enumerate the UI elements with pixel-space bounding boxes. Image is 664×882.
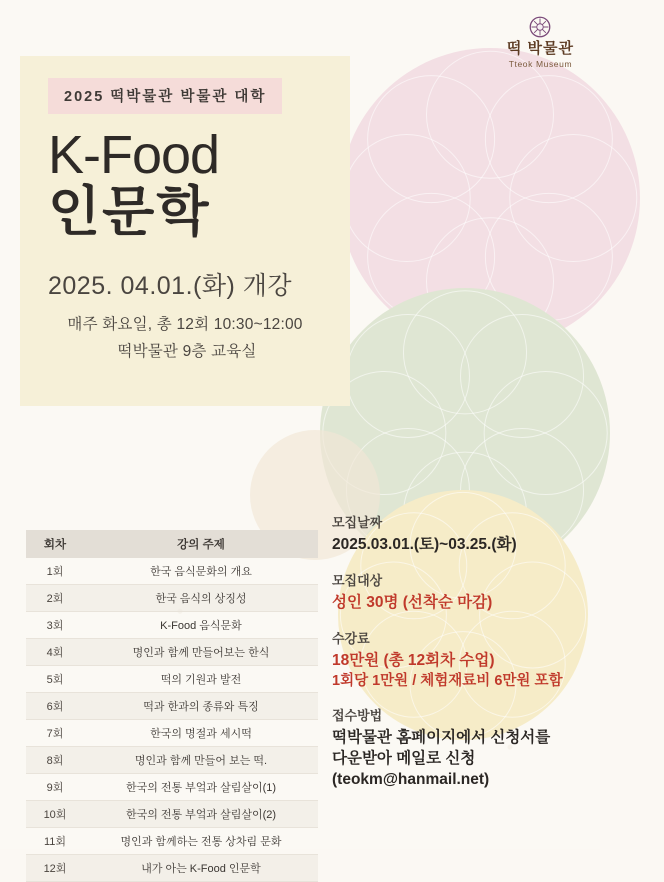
hero-card [20, 56, 350, 406]
value-fee-detail: 1회당 1만원 / 체험재료비 6만원 포함 [332, 672, 563, 689]
label-apply: 접수방법 [332, 708, 383, 724]
cell-topic: 내가 아는 K-Food 인문학 [84, 855, 318, 882]
table-row [26, 666, 318, 693]
cell-session: 4회 [26, 639, 84, 666]
cell-session: 10회 [26, 801, 84, 828]
column-header-topic: 강의 주제 [84, 530, 318, 558]
cell-session: 9회 [26, 774, 84, 801]
cell-topic: 떡의 기원과 발전 [84, 666, 318, 693]
table-row [26, 693, 318, 720]
cell-session: 6회 [26, 693, 84, 720]
tteok-museum-mark-icon [527, 14, 553, 40]
table-row [26, 774, 318, 801]
value-period: 2025.03.01.(토)~03.25.(화) [332, 536, 517, 553]
logo-name-en: Tteok Museum [508, 58, 573, 69]
table-row [26, 828, 318, 855]
column-header-session: 회차 [26, 530, 84, 558]
info-block-apply [332, 705, 582, 791]
table-row [26, 801, 318, 828]
table-body [26, 558, 318, 882]
title-line-1: K-Food [48, 125, 220, 185]
value-apply-email[interactable]: (teokm@hanmail.net) [332, 771, 490, 789]
cell-session: 7회 [26, 720, 84, 747]
start-date: 2025. 04.01.(화) 개강 [48, 272, 293, 301]
table-header-row [26, 530, 318, 558]
cell-session: 11회 [26, 828, 84, 855]
cell-topic: 명인과 함께하는 전통 상차림 문화 [84, 828, 318, 855]
label-period: 모집날짜 [332, 515, 383, 530]
cell-session: 1회 [26, 558, 84, 585]
table-row [26, 585, 318, 612]
label-target: 모집대상 [332, 572, 383, 588]
enrollment-info [332, 512, 582, 805]
cell-session: 2회 [26, 585, 84, 612]
cell-session: 8회 [26, 747, 84, 774]
cell-topic: 명인과 함께 만들어보는 한식 [84, 639, 318, 666]
cell-topic: 한국 음식문화의 개요 [84, 558, 318, 585]
venue: 떡박물관 9층 교육실 [117, 343, 257, 361]
info-block-target [332, 570, 582, 614]
schedule-table [26, 530, 318, 882]
cell-topic: 한국의 전통 부엌과 살림살이(1) [84, 774, 318, 801]
table-row [26, 612, 318, 639]
curriculum-table [26, 530, 318, 882]
info-block-fee [332, 628, 582, 691]
value-fee-total: 18만원 (총 12회차 수업) [332, 651, 495, 669]
table-row [26, 639, 318, 666]
cell-session: 3회 [26, 612, 84, 639]
table-header [26, 530, 318, 558]
title-line-2: 인문학 [48, 182, 211, 243]
cell-topic: K-Food 음식문화 [84, 612, 318, 639]
table-row [26, 855, 318, 882]
info-block-period [332, 512, 582, 556]
session-schedule: 매주 화요일, 총 12회 10:30~12:00 [67, 316, 303, 334]
cell-topic: 떡과 한과의 종류와 특징 [84, 693, 318, 720]
value-apply-line2: 다운받아 메일로 신청 [332, 750, 476, 768]
page-title [48, 125, 332, 243]
table-row [26, 747, 318, 774]
museum-logo [507, 14, 574, 69]
cell-topic: 한국의 전통 부엌과 살림살이(2) [84, 801, 318, 828]
table-row [26, 558, 318, 585]
hero-content [20, 56, 350, 361]
cell-session: 12회 [26, 855, 84, 882]
label-fee: 수강료 [332, 630, 370, 646]
cell-topic: 한국 음식의 상징성 [84, 585, 318, 612]
table-row [26, 720, 318, 747]
logo-name-ko: 떡 박물관 [506, 40, 574, 57]
value-target: 성인 30명 (선착순 마감) [332, 593, 493, 611]
cell-session: 5회 [26, 666, 84, 693]
program-banner: 2025 떡박물관 박물관 대학 [48, 78, 282, 114]
cell-topic: 한국의 명절과 세시떡 [84, 720, 318, 747]
cell-topic: 명인과 함께 만들어 보는 떡. [84, 747, 318, 774]
value-apply-line1: 떡박물관 홈페이지에서 신청서를 [332, 729, 551, 747]
